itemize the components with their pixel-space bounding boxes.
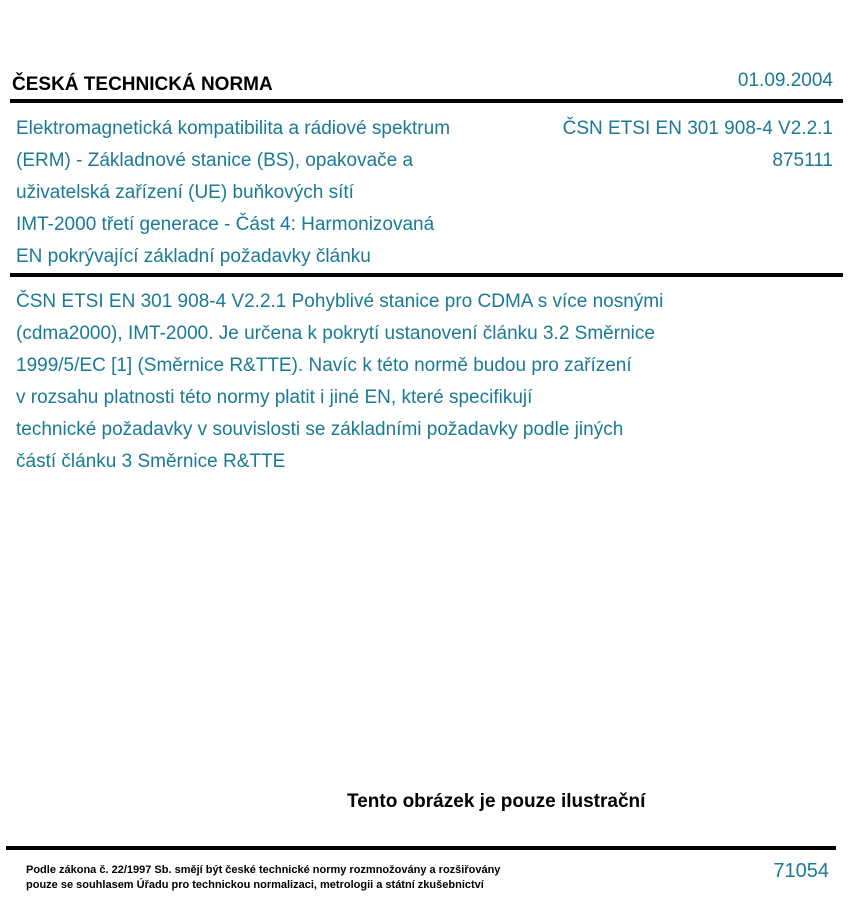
standard-title-line: Elektromagnetická kompatibilita a rádiové spektrum [16,118,451,139]
copyright-notice [26,863,500,893]
standard-title-line: uživatelská zařízení (UE) buňkových sítí [16,182,354,203]
description-line: v rozsahu platnosti této normy platit i jiné EN, které specifikují [16,387,533,408]
header-divider [10,99,843,103]
copyright-line: Podle zákona č. 22/1997 Sb. smějí být české technické normy rozmnožovány a rozšiřovány [26,864,501,876]
standard-title-line: IMT-2000 třetí generace - Část 4: Harmonizovaná [16,214,435,235]
description-line: částí článku 3 Směrnice R&TTE [16,451,286,472]
illustration-notice: Tento obrázek je pouze ilustrační [347,791,646,812]
description-line: 1999/5/EC [1] (Směrnice R&TTE). Navíc k této normě budou pro zařízení [16,355,632,376]
document-type-heading: ČESKÁ TECHNICKÁ NORMA [12,74,273,95]
description-line: ČSN ETSI EN 301 908-4 V2.2.1 Pohyblivé stanice pro CDMA s více nosnými [16,291,664,312]
description-line: technické požadavky v souvislosti se základními požadavky podle jiných [16,419,624,440]
title-divider [10,273,843,277]
description-line: (cdma2000), IMT-2000. Je určena k pokrytí ustanovení článku 3.2 Směrnice [16,323,655,344]
footer-divider [6,846,836,850]
standard-description [16,286,776,478]
standard-title-line: EN pokrývající základní požadavky článku [16,246,371,267]
standard-identifiers [563,113,833,177]
standard-title-line: (ERM) - Základnové stanice (BS), opakovače a [16,150,414,171]
standard-designation: ČSN ETSI EN 301 908-4 V2.2.1 [562,118,833,139]
copyright-line: pouze se souhlasem Úřadu pro technickou normalizaci, metrologii a státní zkušebnictví [26,879,484,891]
classification-code: 875111 [772,150,833,171]
standard-title [16,113,516,273]
catalog-code: 71054 [773,860,829,882]
publication-date: 01.09.2004 [737,70,833,91]
